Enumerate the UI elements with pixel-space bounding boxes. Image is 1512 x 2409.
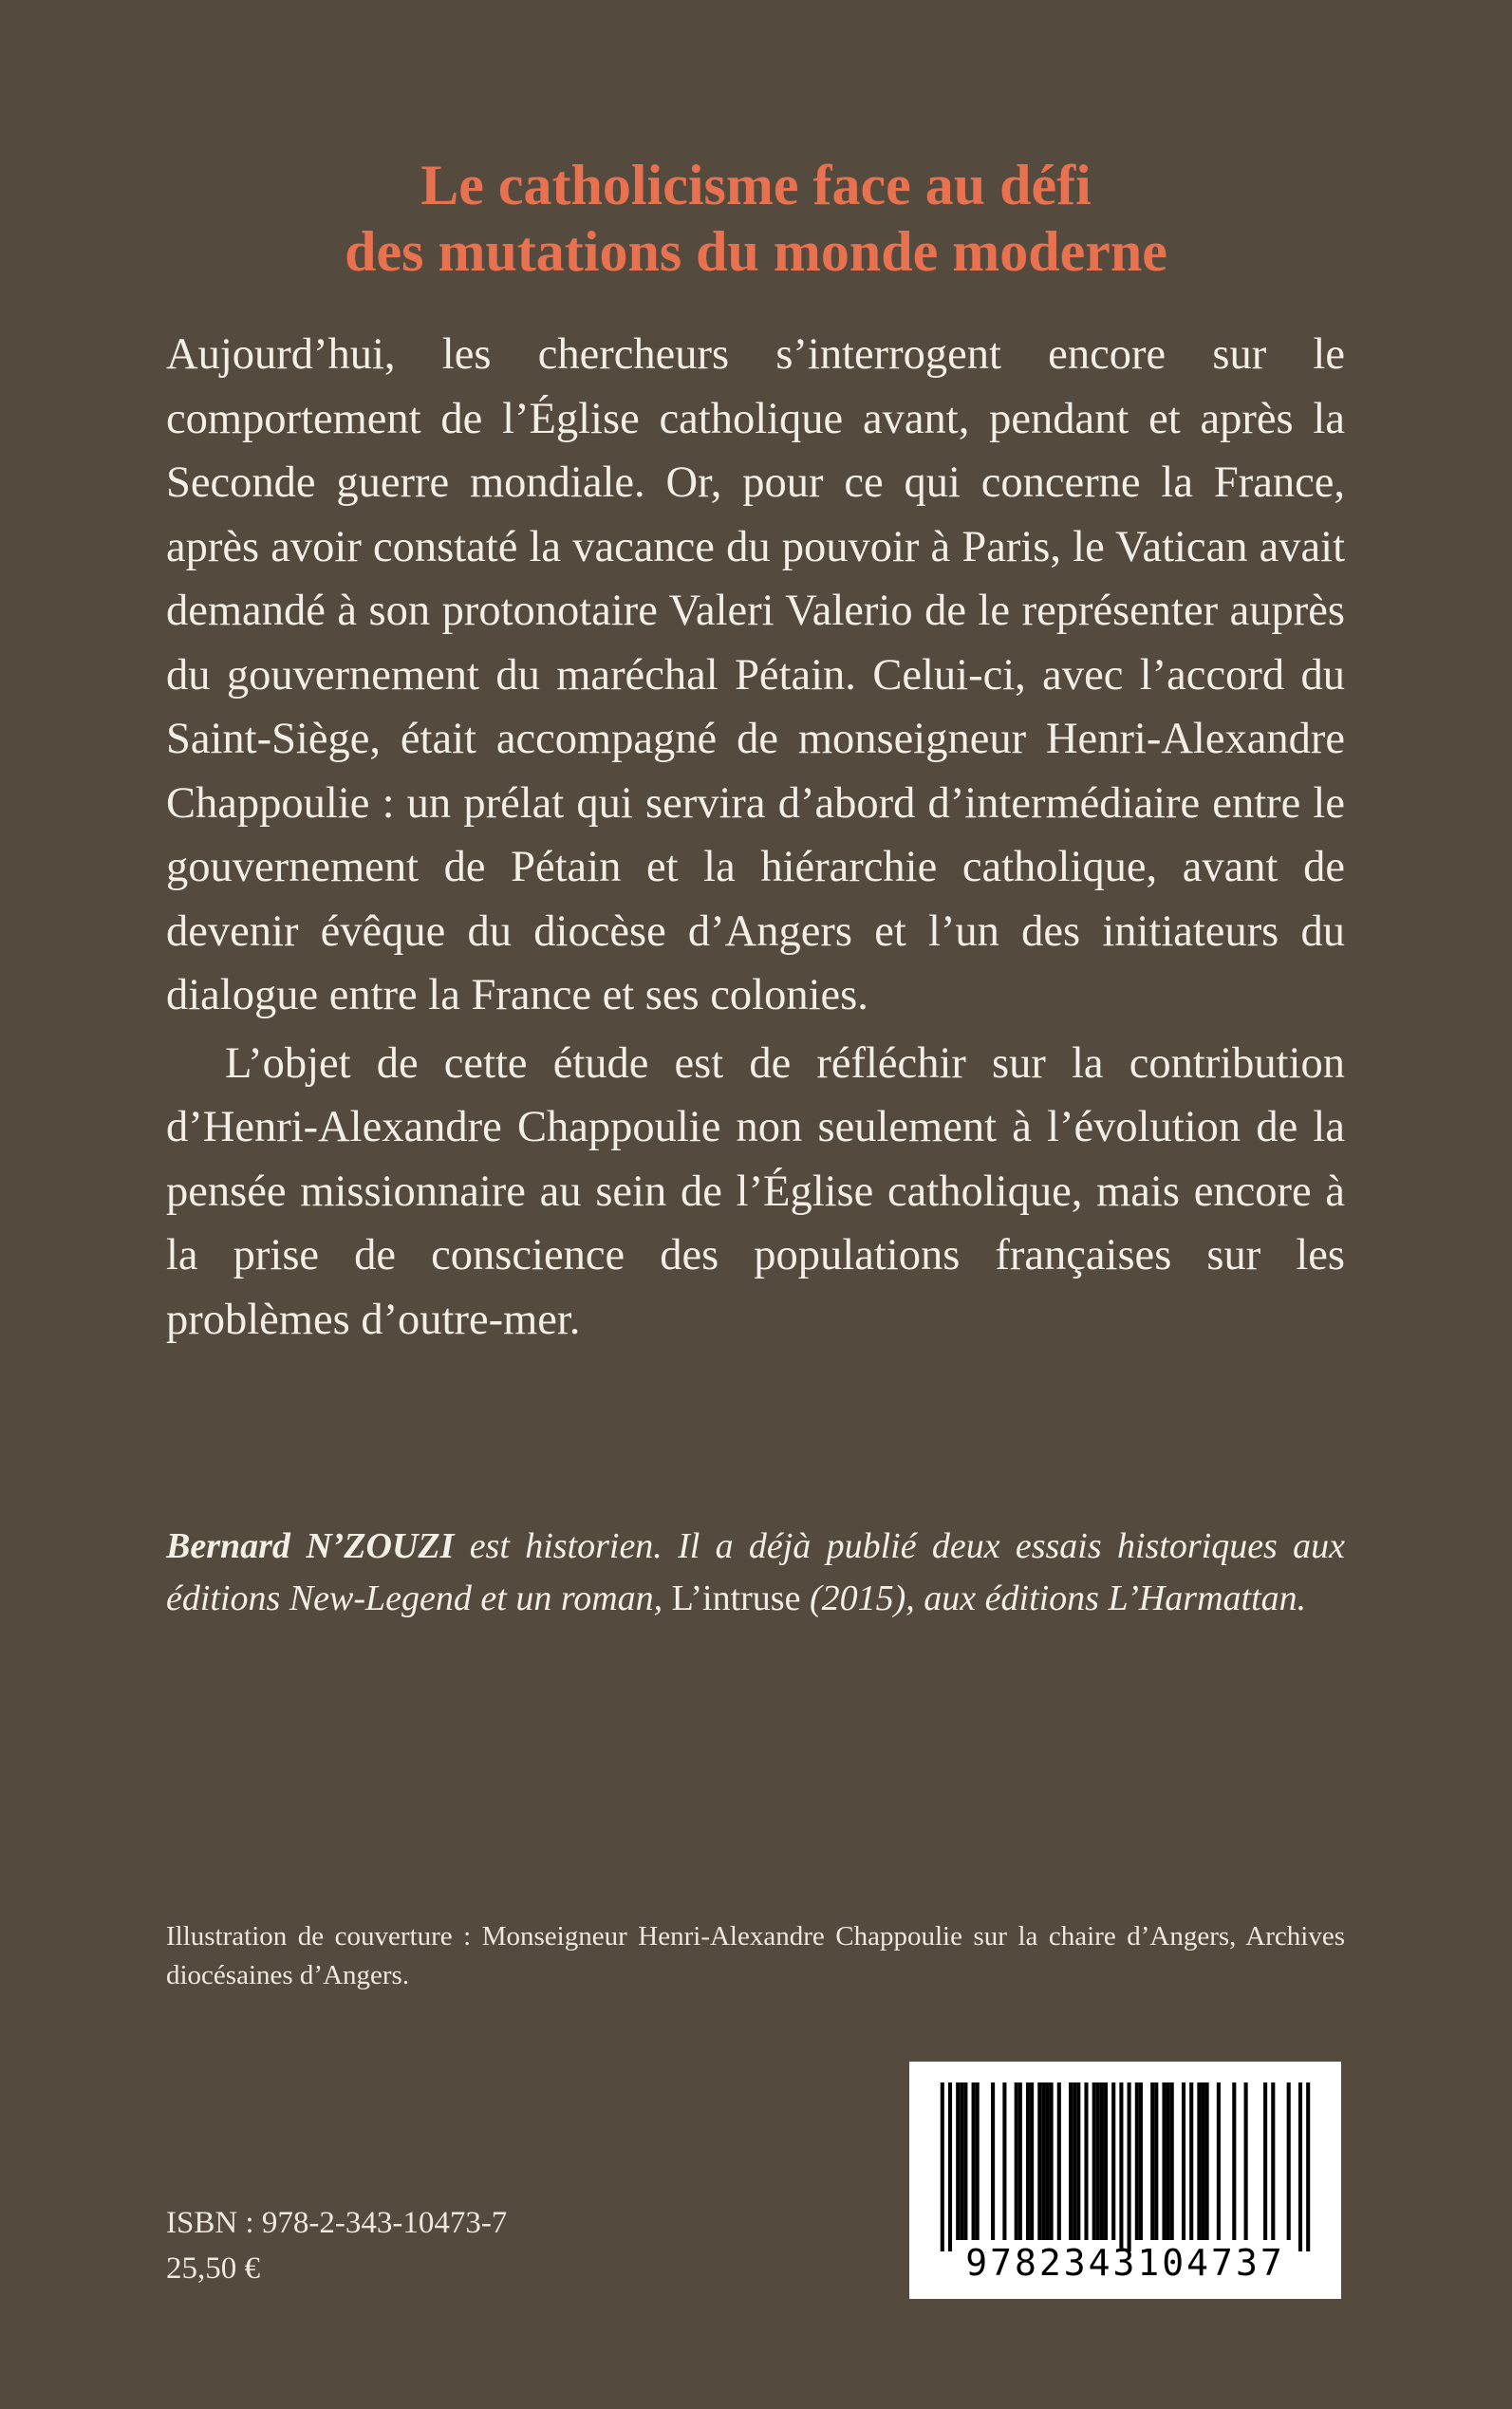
barcode-bar [1170,2082,1174,2240]
barcode-bar [1139,2082,1143,2240]
author-book-title: L’intruse [671,1578,801,1618]
barcode-bar [1182,2082,1185,2240]
barcode-bar [1197,2082,1201,2240]
barcode-bar [1263,2082,1267,2240]
barcode-bar [1111,2082,1115,2240]
back-cover-summary [166,323,1345,1352]
barcode-bar [948,2082,952,2251]
barcode-bar [1084,2082,1088,2240]
barcode-bar [1287,2082,1291,2240]
barcode-bar [963,2082,967,2240]
barcode-bar [1232,2082,1236,2240]
barcode-bar [956,2082,960,2240]
barcode-bar [1154,2082,1158,2240]
barcode-bar [1244,2082,1248,2240]
barcode-bar [1162,2082,1166,2240]
barcode-bar [1167,2082,1170,2240]
barcode-bar [1015,2082,1018,2240]
barcode-digits: 9782343104737 [965,2242,1285,2284]
summary-paragraph-1: Aujourd’hui, les chercheurs s’interrogent encore sur le comportement de l’Église catholique avant, pendant et après la Seconde guerre mondiale. Or, pour ce qui concerne la France, après avoir constaté la vacance du pouvoir à Paris, le Vatican avait demandé à son protonotaire Valeri Valerio de le représenter auprès du gouvernement du maréchal Pétain. Celui-ci, avec l’accord du Saint-Siège, était accompagné de monseigneur Henri-Alexandre Chappoulie : un prélat qui servira d’abord d’intermédiaire entre le gouvernement de Pétain et la hiérarchie catholique, avant de devenir évêque du diocèse d’Angers et l’un des initiateurs du dialogue entre la France et ses colonies. [166,330,1345,1019]
barcode-bar [1150,2082,1154,2240]
isbn-label: ISBN : 978-2-343-10473-7 [166,2206,508,2240]
barcode-bar [976,2082,980,2240]
barcode-bar [1104,2082,1108,2240]
barcode-bar [1037,2082,1041,2240]
summary-paragraph-2: L’objet de cette étude est de réfléchir sur la contribution d’Henri-Alexandre Chappoulie non seulement à l’évolution de la pensée missionnaire au sein de l’Église catholique, mais encore à la prise de conscience des populations françaises sur les problèmes d’outre-mer. [166,1038,1345,1344]
barcode-bar [1096,2082,1100,2240]
author-name: Bernard N’ZOUZI [166,1526,455,1566]
barcode-bar [1135,2082,1139,2240]
barcode-bar [1119,2082,1123,2251]
barcode-bar [972,2082,976,2240]
barcode [909,2062,1341,2299]
barcode-bar [1306,2082,1310,2251]
barcode-bar [1271,2082,1275,2240]
barcode-bar [1100,2082,1104,2240]
book-title [0,152,1512,285]
barcode-bar [1205,2082,1209,2240]
cover-illustration-credit: Illustration de couverture : Monseigneur Henri-Alexandre Chappoulie sur la chaire d’Angers, Archives diocésaines d’Angers. [166,1921,1345,1990]
barcode-bar [941,2082,944,2251]
barcode-bar [1026,2082,1030,2240]
barcode-bar [1030,2082,1034,2240]
barcode-bar [1045,2082,1049,2240]
barcode-bar [1018,2082,1022,2240]
barcode-bar [1002,2082,1006,2240]
barcode-bar [1041,2082,1045,2240]
price-label: 25,50 € [166,2251,260,2286]
book-title-line-2: des mutations du monde moderne [345,220,1167,283]
barcode-bar [1092,2082,1096,2240]
barcode-bar [1076,2082,1080,2240]
barcode-bar [1298,2082,1302,2251]
author-bio-text-2: (2015), aux éditions L’Harmattan. [800,1578,1307,1618]
barcode-bar [1128,2082,1131,2251]
barcode-bar [960,2082,963,2240]
barcode-bar [1189,2082,1193,2240]
author-bio-text-1: est historien. Il a déjà publié deux essais historiques aux éditions New-Legend et un roman, [166,1526,1345,1618]
barcode-bar [1069,2082,1073,2240]
barcode-bar [1217,2082,1221,2240]
author-bio [166,1521,1345,1625]
barcode-bar [1201,2082,1204,2240]
barcode-bar [1050,2082,1054,2240]
book-title-line-1: Le catholicisme face au défi [420,154,1092,216]
barcode-bar [1057,2082,1061,2240]
barcode-bar [1073,2082,1076,2240]
barcode-bar [991,2082,995,2240]
